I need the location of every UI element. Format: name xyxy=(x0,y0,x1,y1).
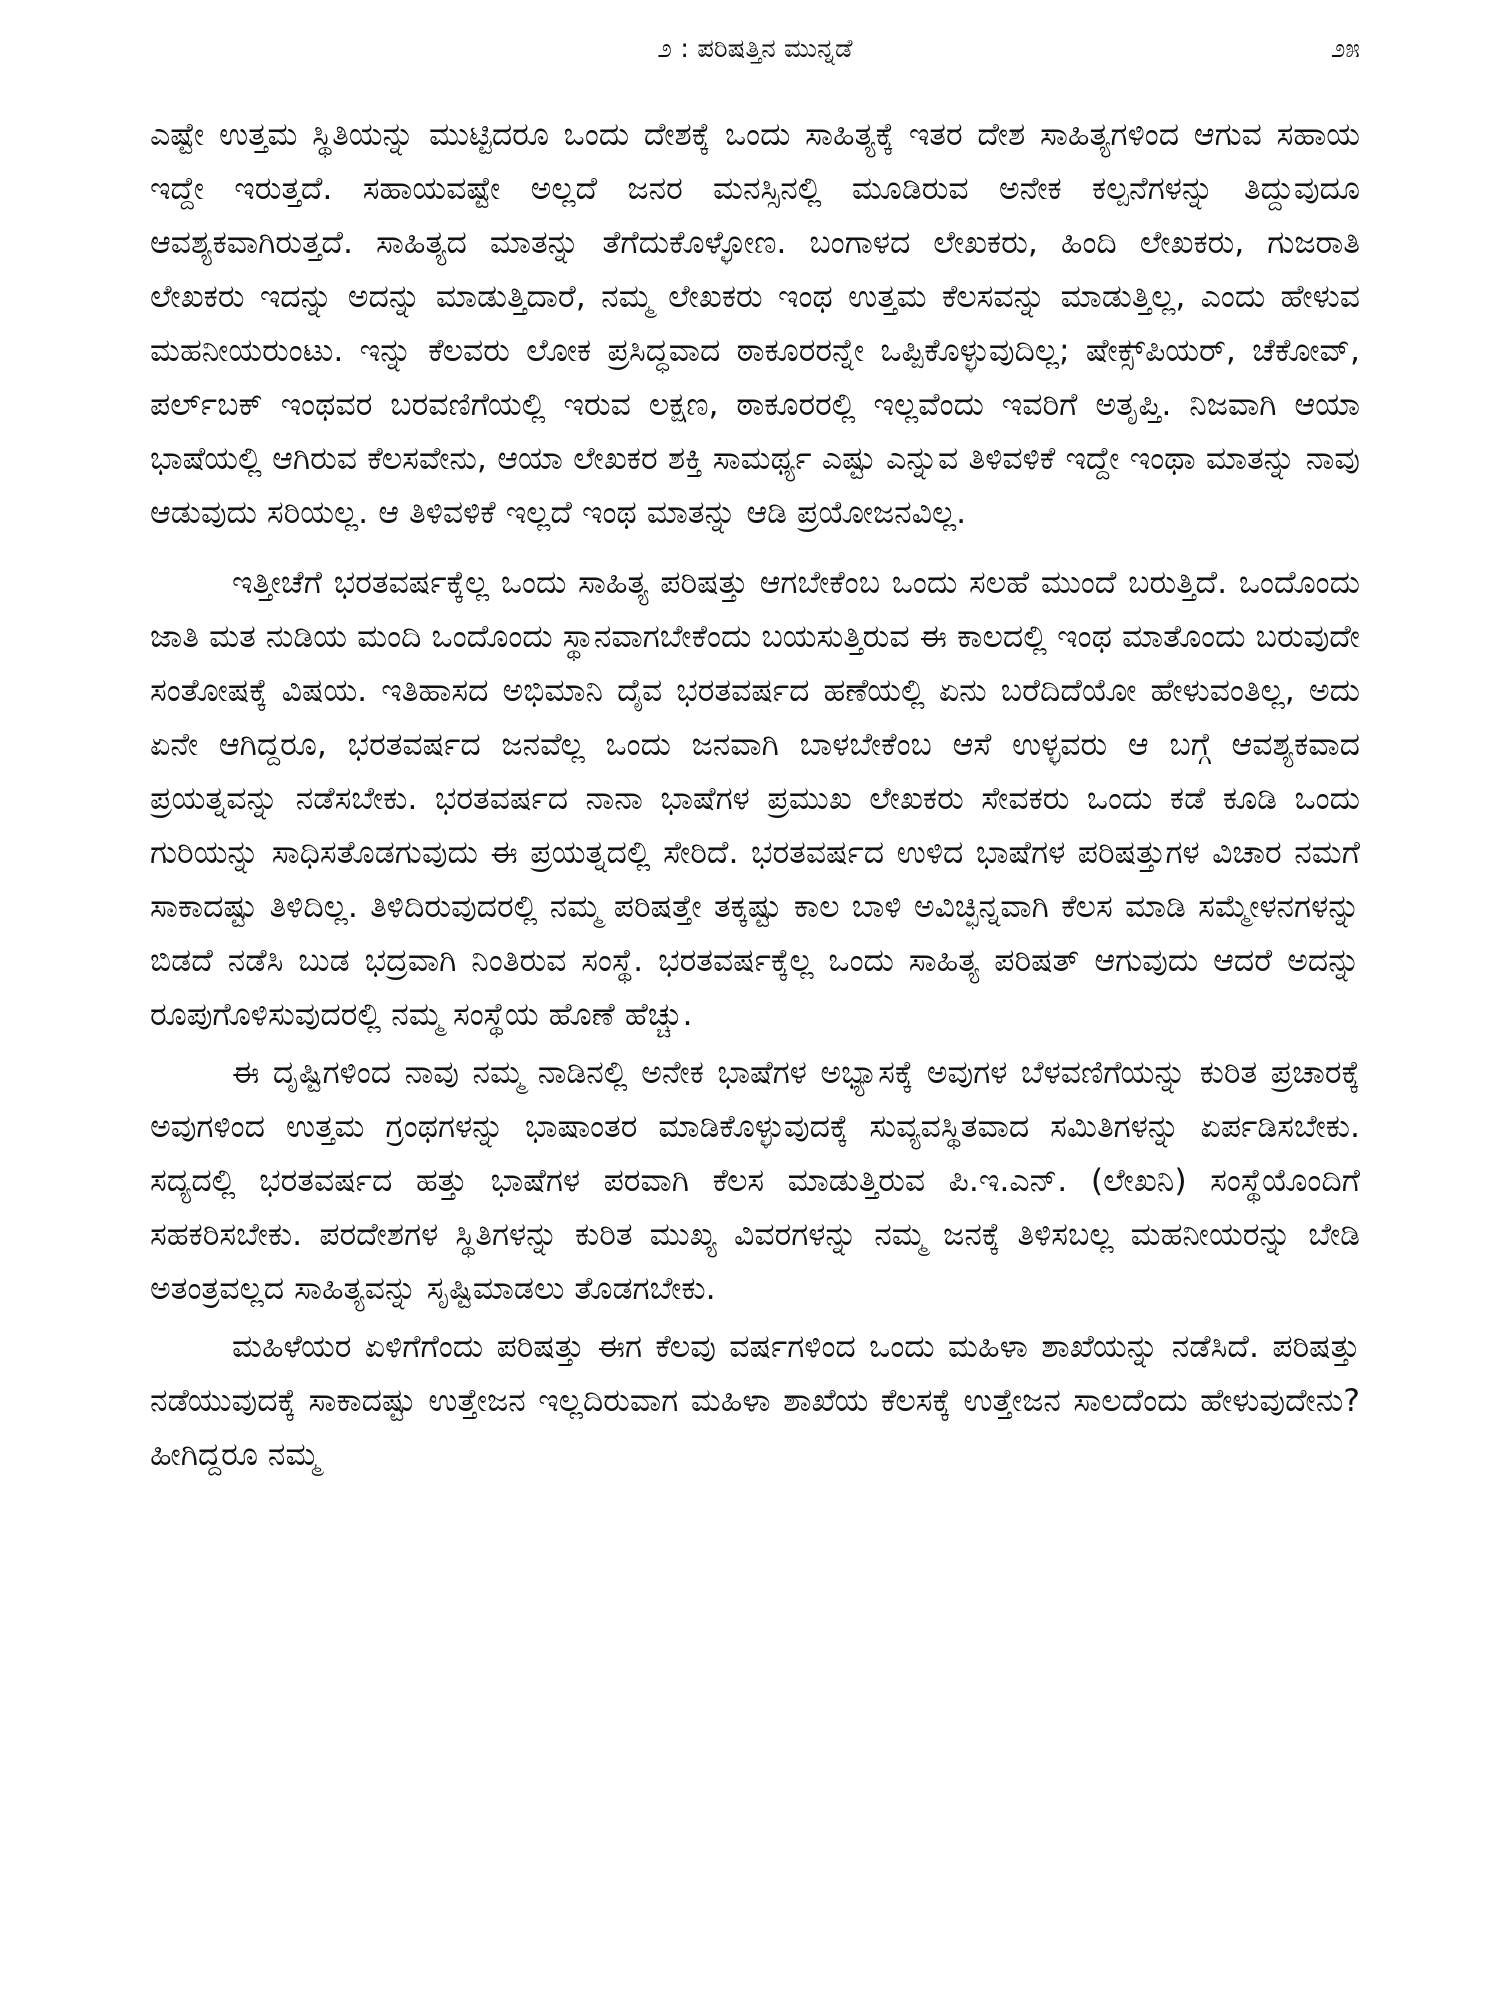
chapter-title: ೨ : ಪರಿಷತ್ತಿನ ಮುನ್ನಡೆ xyxy=(657,34,853,64)
running-header xyxy=(150,34,1360,74)
body-text xyxy=(150,108,1360,1498)
page-number: ೨೫ xyxy=(1330,34,1360,64)
paragraph-1: ಎಷ್ಟೇ ಉತ್ತಮ ಸ್ಥಿತಿಯನ್ನು ಮುಟ್ಟಿದರೂ ಒಂದು ದೇಶಕ್ಕೆ ಒಂದು ಸಾಹಿತ್ಯಕ್ಕೆ ಇತರ ದೇಶ ಸಾಹಿತ್ಯಗಳಿಂದ ಆಗುವ ಸಹಾಯ ಇದ್ದೇ ಇರುತ್ತದೆ. ಸಹಾಯವಷ್ಟೇ ಅಲ್ಲದೆ ಜನರ ಮನಸ್ಸಿನಲ್ಲಿ ಮೂಡಿರುವ ಅನೇಕ ಕಲ್ಪನೆಗಳನ್ನು ತಿದ್ದುವುದೂ ಆವಶ್ಯಕವಾಗಿರುತ್ತದೆ. ಸಾಹಿತ್ಯದ ಮಾತನ್ನು ತೆಗೆದುಕೊಳ್ಳೋಣ. ಬಂಗಾಳದ ಲೇಖಕರು, ಹಿಂದಿ ಲೇಖಕರು, ಗುಜರಾತಿ ಲೇಖಕರು ಇದನ್ನು ಅದನ್ನು ಮಾಡುತ್ತಿದಾರೆ, ನಮ್ಮ ಲೇಖಕರು ಇಂಥ ಉತ್ತಮ ಕೆಲಸವನ್ನು ಮಾಡುತ್ತಿಲ್ಲ, ಎಂದು ಹೇಳುವ ಮಹನೀಯರುಂಟು. ಇನ್ನು ಕೆಲವರು ಲೋಕ ಪ್ರಸಿದ್ಧವಾದ ಠಾಕೂರರನ್ನೇ ಒಪ್ಪಿಕೊಳ್ಳುವುದಿಲ್ಲ; ಷೇಕ್ಸ್‌ಪಿಯರ್, ಚೆಕೋವ್, ಪರ್ಲ್‌ಬಕ್ ಇಂಥವರ ಬರವಣಿಗೆಯಲ್ಲಿ ಇರುವ ಲಕ್ಷಣ, ಠಾಕೂರರಲ್ಲಿ ಇಲ್ಲವೆಂದು ಇವರಿಗೆ ಅತೃಪ್ತಿ. ನಿಜವಾಗಿ ಆಯಾ ಭಾಷೆಯಲ್ಲಿ ಆಗಿರುವ ಕೆಲಸವೇನು, ಆಯಾ ಲೇಖಕರ ಶಕ್ತಿ ಸಾಮರ್ಥ್ಯ ಎಷ್ಟು ಎನ್ನುವ ತಿಳಿವಳಿಕೆ ಇದ್ದೇ ಇಂಥಾ ಮಾತನ್ನು ನಾವು ಆಡುವುದು ಸರಿಯಲ್ಲ. ಆ ತಿಳಿವಳಿಕೆ ಇಲ್ಲದೆ ಇಂಥ ಮಾತನ್ನು ಆಡಿ ಪ್ರಯೋಜನವಿಲ್ಲ. xyxy=(150,117,1361,531)
paragraph-3: ಈ ದೃಷ್ಟಿಗಳಿಂದ ನಾವು ನಮ್ಮ ನಾಡಿನಲ್ಲಿ ಅನೇಕ ಭಾಷೆಗಳ ಅಭ್ಯಾಸಕ್ಕೆ ಅವುಗಳ ಬೆಳವಣಿಗೆಯನ್ನು ಕುರಿತ ಪ್ರಚಾರಕ್ಕೆ ಅವುಗಳಿಂದ ಉತ್ತಮ ಗ್ರಂಥಗಳನ್ನು ಭಾಷಾಂತರ ಮಾಡಿಕೊಳ್ಳುವುದಕ್ಕೆ ಸುವ್ಯವಸ್ಥಿತವಾದ ಸಮಿತಿಗಳನ್ನು ಏರ್ಪಡಿಸಬೇಕು. ಸದ್ಯದಲ್ಲಿ ಭರತವರ್ಷದ ಹತ್ತು ಭಾಷೆಗಳ ಪರವಾಗಿ ಕೆಲಸ ಮಾಡುತ್ತಿರುವ ಪಿ.ಇ.ಎನ್. (ಲೇಖನಿ) ಸಂಸ್ಥೆಯೊಂದಿಗೆ ಸಹಕರಿಸಬೇಕು. ಪರದೇಶಗಳ ಸ್ಥಿತಿಗಳನ್ನು ಕುರಿತ ಮುಖ್ಯ ವಿವರಗಳನ್ನು ನಮ್ಮ ಜನಕ್ಕೆ ತಿಳಿಸಬಲ್ಲ ಮಹನೀಯರನ್ನು ಬೇಡಿ ಅತಂತ್ರವಲ್ಲದ ಸಾಹಿತ್ಯವನ್ನು ಸೃಷ್ಟಿಮಾಡಲು ತೊಡಗಬೇಕು. xyxy=(150,1055,1360,1307)
paragraph-2: ಇತ್ತೀಚೆಗೆ ಭರತವರ್ಷಕ್ಕೆಲ್ಲ ಒಂದು ಸಾಹಿತ್ಯ ಪರಿಷತ್ತು ಆಗಬೇಕೆಂಬ ಒಂದು ಸಲಹೆ ಮುಂದೆ ಬರುತ್ತಿದೆ. ಒಂದೊಂದು ಜಾತಿ ಮತ ನುಡಿಯ ಮಂದಿ ಒಂದೊಂದು ಸ್ಥಾನವಾಗಬೇಕೆಂದು ಬಯಸುತ್ತಿರುವ ಈ ಕಾಲದಲ್ಲಿ ಇಂಥ ಮಾತೊಂದು ಬರುವುದೇ ಸಂತೋಷಕ್ಕೆ ವಿಷಯ. ಇತಿಹಾಸದ ಅಭಿಮಾನಿ ದೈವ ಭರತವರ್ಷದ ಹಣೆಯಲ್ಲಿ ಏನು ಬರೆದಿದೆಯೋ ಹೇಳುವಂತಿಲ್ಲ, ಅದು ಏನೇ ಆಗಿದ್ದರೂ, ಭರತವರ್ಷದ ಜನವೆಲ್ಲ ಒಂದು ಜನವಾಗಿ ಬಾಳಬೇಕೆಂಬ ಆಸೆ ಉಳ್ಳವರು ಆ ಬಗ್ಗೆ ಆವಶ್ಯಕವಾದ ಪ್ರಯತ್ನವನ್ನು ನಡೆಸಬೇಕು. ಭರತವರ್ಷದ ನಾನಾ ಭಾಷೆಗಳ ಪ್ರಮುಖ ಲೇಖಕರು ಸೇವಕರು ಒಂದು ಕಡೆ ಕೂಡಿ ಒಂದು ಗುರಿಯನ್ನು ಸಾಧಿಸತೊಡಗುವುದು ಈ ಪ್ರಯತ್ನದಲ್ಲಿ ಸೇರಿದೆ. ಭರತವರ್ಷದ ಉಳಿದ ಭಾಷೆಗಳ ಪರಿಷತ್ತುಗಳ ವಿಚಾರ ನಮಗೆ ಸಾಕಾದಷ್ಟು ತಿಳಿದಿಲ್ಲ. ತಿಳಿದಿರುವುದರಲ್ಲಿ ನಮ್ಮ ಪರಿಷತ್ತೇ ತಕ್ಕಷ್ಟು ಕಾಲ ಬಾಳಿ ಅವಿಚ್ಛಿನ್ನವಾಗಿ ಕೆಲಸ ಮಾಡಿ ಸಮ್ಮೇಳನಗಳನ್ನು ಬಿಡದೆ ನಡೆಸಿ ಬುಡ ಭದ್ರವಾಗಿ ನಿಂತಿರುವ ಸಂಸ್ಥೆ. ಭರತವರ್ಷಕ್ಕೆಲ್ಲ ಒಂದು ಸಾಹಿತ್ಯ ಪರಿಷತ್ ಆಗುವುದು ಆದರೆ ಅದನ್ನು ರೂಪುಗೊಳಿಸುವುದರಲ್ಲಿ ನಮ್ಮ ಸಂಸ್ಥೆಯ ಹೊಣೆ ಹೆಚ್ಚು. xyxy=(150,565,1360,1033)
paragraph-4: ಮಹಿಳೆಯರ ಏಳಿಗೆಗೆಂದು ಪರಿಷತ್ತು ಈಗ ಕೆಲವು ವರ್ಷಗಳಿಂದ ಒಂದು ಮಹಿಳಾ ಶಾಖೆಯನ್ನು ನಡೆಸಿದೆ. ಪರಿಷತ್ತು ನಡೆಯುವುದಕ್ಕೆ ಸಾಕಾದಷ್ಟು ಉತ್ತೇಜನ ಇಲ್ಲದಿರುವಾಗ ಮಹಿಳಾ ಶಾಖೆಯ ಕೆಲಸಕ್ಕೆ ಉತ್ತೇಜನ ಸಾಲದೆಂದು ಹೇಳುವುದೇನು? ಹೀಗಿದ್ದರೂ ನಮ್ಮ xyxy=(150,1329,1360,1473)
